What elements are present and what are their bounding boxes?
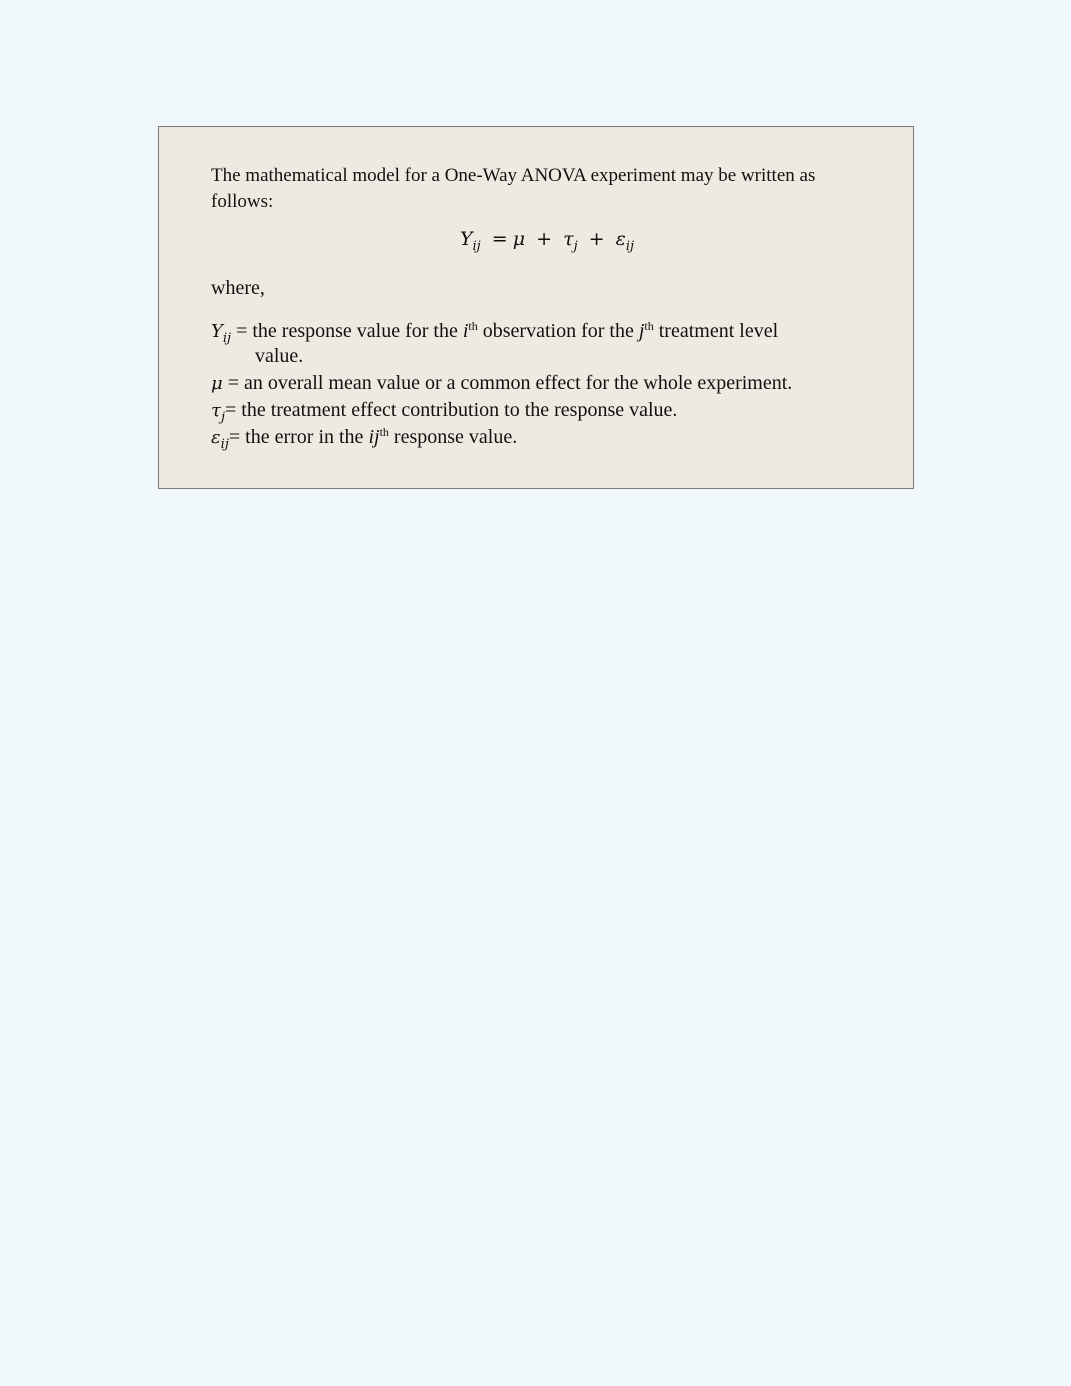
- def-y-sub: ij: [222, 331, 232, 346]
- definition-epsilon: [211, 424, 891, 451]
- intro-text: The mathematical model for a One-Way ANOVA experiment may be written as follows:: [211, 165, 816, 212]
- def-y-text-1: = the response value for the: [231, 320, 463, 342]
- def-y-text-3: treatment level: [653, 320, 779, 342]
- model-equation: [159, 228, 913, 254]
- def-epsilon-symbol: ε: [211, 427, 221, 448]
- definition-y-continuation: value.: [255, 345, 304, 367]
- eq-y-symbol: Y: [459, 228, 473, 250]
- def-tau-text: = the treatment effect contribution to the response value.: [225, 399, 678, 421]
- def-epsilon-text-1: = the error in the: [228, 426, 369, 448]
- def-y-th-2: th: [644, 319, 654, 333]
- def-epsilon-sub: ij: [220, 437, 229, 452]
- def-epsilon-text-2: response value.: [388, 426, 518, 448]
- definition-y: [211, 318, 891, 345]
- eq-plus-2: +: [588, 228, 605, 250]
- eq-mu: μ: [512, 228, 526, 250]
- eq-tau: τ: [563, 228, 574, 250]
- def-y-th-1: th: [468, 319, 478, 333]
- def-epsilon-th: th: [379, 425, 389, 439]
- eq-plus-1: +: [536, 228, 553, 250]
- where-label: where,: [211, 277, 265, 299]
- eq-epsilon: ε: [615, 228, 626, 250]
- def-mu-text: = an overall mean value or a common effect for the whole experiment.: [222, 372, 793, 394]
- def-tau-symbol: τ: [211, 400, 221, 421]
- def-y-i: i: [462, 320, 469, 342]
- def-y-text-2: observation for the: [477, 320, 639, 342]
- def-y-symbol: Y: [211, 321, 223, 342]
- eq-y-sub: ij: [472, 239, 481, 254]
- definition-tau: [211, 397, 891, 424]
- eq-tau-sub: j: [573, 239, 578, 254]
- def-epsilon-ij: ij: [368, 426, 380, 448]
- eq-epsilon-sub: ij: [625, 239, 635, 254]
- def-y-j: j: [638, 320, 645, 342]
- anova-model-box: [158, 126, 914, 489]
- def-mu-symbol: μ: [211, 373, 223, 394]
- definitions-list: [211, 318, 891, 451]
- eq-equals: =: [491, 228, 508, 250]
- definition-mu: [211, 370, 891, 397]
- def-tau-sub: j: [220, 410, 225, 425]
